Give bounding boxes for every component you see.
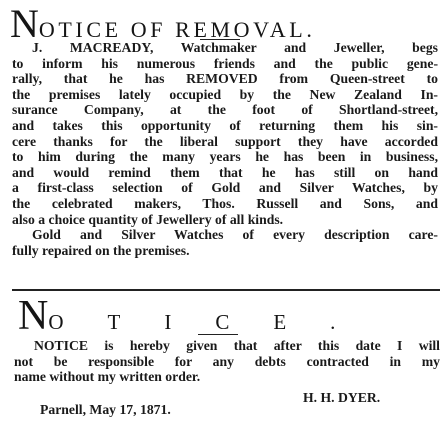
removal-notice-title [10,1,440,46]
removal-line-1: J. MACREADY, Watchmaker and Jeweller, begs [32,40,438,55]
notice-title-initial: N [18,293,49,339]
notice-dateline: Parnell, May 17, 1871. [40,402,171,417]
removal-line-8: to him during the many years he has been in business, [12,149,438,165]
removal-notice-body [12,40,438,258]
removal-line-2: to inform his numerous friends and the public gene- [12,55,438,71]
removal-line-14: fully repaired on the premises. [12,242,190,258]
removal-line-9: and would remind them that he has still on hand [12,164,438,180]
removal-line-5: surance Company, at the foot of Shortland-street, [12,102,438,118]
removal-line-3: rally, that he has REMOVED from Queen-street to [12,71,438,87]
notice-underline-rule [198,334,238,335]
removal-line-11: the celebrated makers, Thos. Russell and Sons, and [12,195,438,211]
removal-line-7: cere thanks for the liberal support they have accorded [12,133,438,149]
notice-line-2: not be responsible for any debts contracted in my [14,353,440,369]
removal-title-rest: OTICE OF REMOVAL. [38,17,316,42]
removal-line-13: Gold and Silver Watches of every description care- [32,227,438,243]
notice-body [14,338,440,385]
notice-line-1: NOTICE is hereby given that after this date I will [34,338,440,353]
notice-title [18,293,438,339]
notice-signature: H. H. DYER. [303,390,381,405]
removal-line-12: also a choice quantity of Jewellery of all kinds. [12,211,284,227]
removal-title-initial: N [10,1,39,46]
notice-line-3: name without my written order. [14,369,201,385]
notice-title-rest: OTICE. [48,310,380,334]
removal-line-4: the premises lately occupied by the New Zealand In- [12,86,438,102]
advertisement-divider [12,289,440,291]
removal-line-10: a first-class selection of Gold and Silver Watches, by [12,180,438,196]
removal-line-6: and takes this opportunity of returning them his sin- [12,117,438,133]
